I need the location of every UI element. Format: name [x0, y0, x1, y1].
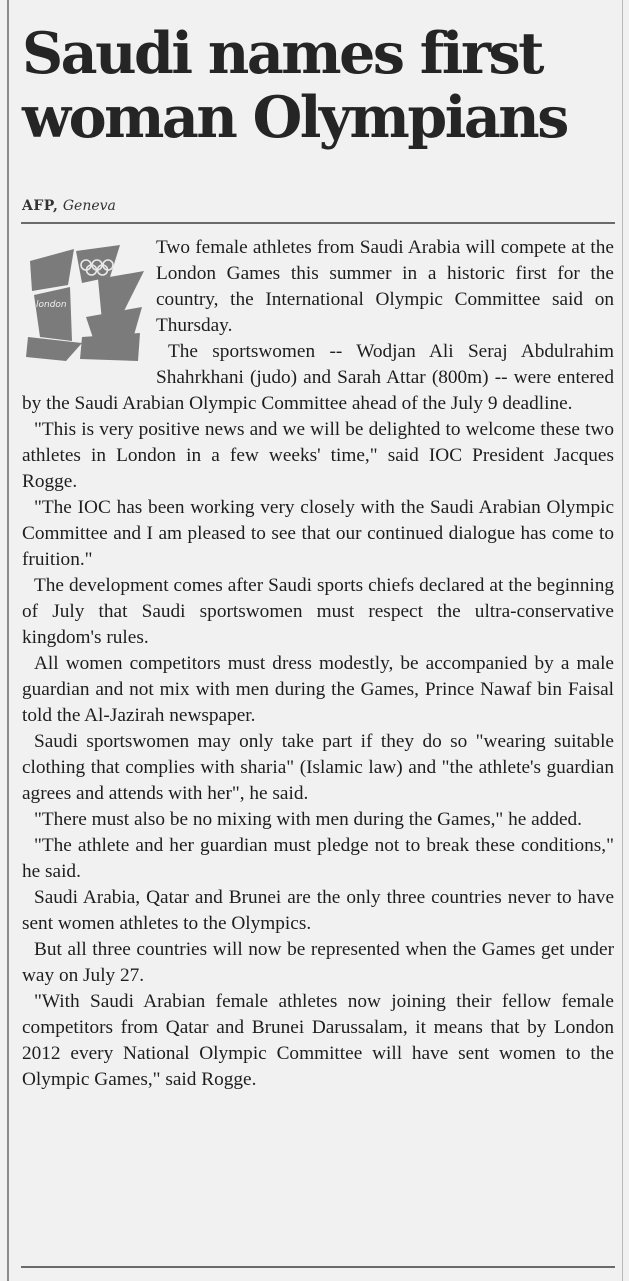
paragraph-12: "With Saudi Arabian female athletes now joining their fellow female competitors from Qatar and Brunei Darussalam, it means that by London 2012 every National Olympic Committee will have sent women to the Olympic Games," said Rogge. [22, 991, 614, 1090]
byline-agency: AFP, [22, 198, 59, 214]
paragraph-9: "The athlete and her guardian must pledge not to break these conditions," he said. [22, 835, 614, 882]
paragraph-2: The sportswomen -- Wodjan Ali Seraj Abdulrahim Shahrkhani (judo) and Sarah Attar (800m) -- were entered by the Saudi Arabian Olympic Committee ahead of the July 9 deadline. [22, 341, 614, 414]
byline-city: Geneva [62, 198, 116, 214]
paragraph-7: Saudi sportswomen may only take part if they do so "wearing suitable clothing that complies with sharia" (Islamic law) and "the athlete's guardian agrees and attends with her", he said. [22, 731, 614, 804]
paragraph-3: "This is very positive news and we will be delighted to welcome these two athletes in London in a few weeks' time," said IOC President Jacques Rogge. [22, 419, 614, 492]
right-column-rule [622, 0, 623, 1281]
paragraph-4: "The IOC has been working very closely with the Saudi Arabian Olympic Committee and I am pleased to see that our continued dialogue has come to fruition." [22, 497, 614, 570]
paragraph-8: "There must also be no mixing with men during the Games," he added. [34, 809, 582, 830]
headline [22, 22, 622, 150]
left-column-rule [7, 0, 9, 1281]
article-end-divider [21, 1266, 615, 1268]
byline [22, 198, 116, 214]
logo-text-wrap-space [22, 235, 156, 371]
byline-divider [21, 222, 615, 224]
paragraph-1: Two female athletes from Saudi Arabia will compete at the London Games this summer in a historic first for the country, the International Olympic Committee said on Thursday. [156, 237, 614, 336]
headline-line-2: woman Olympians [22, 84, 567, 151]
article-body [22, 235, 614, 1093]
paragraph-11: But all three countries will now be represented when the Games get under way on July 27. [22, 939, 614, 986]
paragraph-6: All women competitors must dress modestly, be accompanied by a male guardian and not mix with men during the Games, Prince Nawaf bin Faisal told the Al-Jazirah newspaper. [22, 653, 614, 726]
logo-wordmark: london [36, 300, 67, 310]
paragraph-5: The development comes after Saudi sports chiefs declared at the beginning of July that Saudi sportswomen must respect the ultra-conservative kingdom's rules. [22, 575, 614, 648]
headline-line-1: Saudi names first [22, 20, 542, 87]
paragraph-10: Saudi Arabia, Qatar and Brunei are the only three countries never to have sent women athletes to the Olympics. [22, 887, 614, 934]
